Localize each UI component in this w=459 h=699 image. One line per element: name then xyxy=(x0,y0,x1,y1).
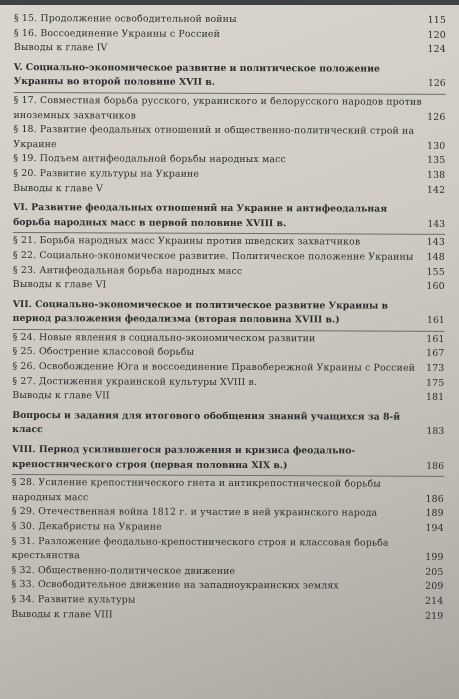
toc-entry-title: § 15. Продолжение освободительной войны xyxy=(13,12,237,25)
toc-entry-title: § 32. Общественно-политическое движение xyxy=(11,564,236,577)
toc-page-number: 138 xyxy=(426,169,446,181)
toc-page-number: 199 xyxy=(425,551,444,564)
toc-entry xyxy=(14,94,446,125)
toc-entry xyxy=(13,182,445,198)
toc-page-number: 126 xyxy=(427,111,446,123)
toc-entry-title: Выводы к главе V xyxy=(13,182,104,194)
toc-entry-title: § 25. Обострение классовой борьбы xyxy=(12,346,195,359)
toc-entry xyxy=(13,278,445,294)
toc-entry xyxy=(12,535,444,566)
toc-entry-title: Вопросы и задания для итогового обобщения знаний учащихся за 8-й класс xyxy=(12,409,401,436)
toc-chapter-heading xyxy=(13,298,445,329)
toc-page-number: 167 xyxy=(426,348,445,360)
toc-page-number: 214 xyxy=(425,595,444,607)
toc-page-number: 161 xyxy=(426,315,445,327)
toc-entry-title: § 33. Освободительное движение на западноукраинских землях xyxy=(11,579,339,592)
toc-page-number: 143 xyxy=(426,237,446,249)
toc-entry-title: VIII. Период усилившегося разложения и кризиса феодально-крепостнического строя (первая половина XIX в.) xyxy=(12,444,356,471)
toc-page-number: 181 xyxy=(425,392,445,404)
toc-entry-title: § 30. Декабристы на Украине xyxy=(11,520,162,533)
toc-entry-title: V. Социально-экономическое развитие и политическое положение Украины во второй половине XVII в. xyxy=(13,61,380,89)
toc-entry-title: § 16. Воссоединение Украины с Россией xyxy=(13,27,221,40)
toc-page-number: 160 xyxy=(426,280,445,292)
toc-entry-title: § 27. Достижения украинской культуры XVIII в. xyxy=(12,375,258,388)
toc-entry-title: § 24. Новые явления в социально-экономическом развитии xyxy=(12,331,316,345)
toc-entry-title: § 26. Освобождение Юга и воссоединение Правобережной Украины с Россией xyxy=(12,361,416,374)
toc-entry-title: § 29. Отечественная война 1812 г. и участие в ней украинского народа xyxy=(11,506,378,519)
toc-entry-title: § 21. Борьба народных масс Украины против шведских захватчиков xyxy=(12,235,361,248)
toc-review-heading xyxy=(12,409,444,440)
toc-entry-title: § 17. Совместная борьба русского, украинского и белорусского народов против иноземных захватчиков xyxy=(13,94,422,122)
toc-entry-title: § 19. Подъем антифеодальной борьбы народных масс xyxy=(13,153,286,166)
toc-chapter-heading xyxy=(14,61,446,92)
toc-page-number: 126 xyxy=(427,78,446,90)
toc-entry-title: § 20. Развитие культуры на Украине xyxy=(13,167,200,180)
toc-entry-title: VII. Социально-экономическое и политическое развитие Украины в период разложения феодализма (вторая половина XVIII в.) xyxy=(12,298,389,326)
toc-page-number: 189 xyxy=(425,508,444,520)
toc-entry-title: Выводы к главе VI xyxy=(12,279,107,291)
table-of-contents xyxy=(11,12,446,624)
toc-entry-title: § 23. Антифеодальная борьба народных масс xyxy=(12,264,243,277)
toc-page-number: 115 xyxy=(427,14,446,26)
toc-page-number: 183 xyxy=(426,426,445,438)
toc-entry xyxy=(12,476,444,507)
toc-page-number: 173 xyxy=(426,362,445,374)
toc-page-number: 120 xyxy=(427,29,446,41)
toc-entry-title: § 18. Развитие феодальных отношений и общественно-политический строй на Украине xyxy=(13,124,415,150)
toc-entry-title: § 34. Развитие культуры xyxy=(11,593,136,606)
toc-entry-title: § 28. Усиление крепостнического гнета и антикрепостнической борьбы народных масс xyxy=(11,477,381,504)
toc-entry xyxy=(12,389,444,405)
toc-page-number: 148 xyxy=(426,251,445,263)
toc-entry-title: § 22. Социально-экономическое развитие. Политическое положение Украины xyxy=(12,249,414,263)
toc-page-number: 186 xyxy=(425,493,444,505)
toc-page-number: 124 xyxy=(427,43,446,56)
toc-entry-title: § 31. Разложение феодально-крепостнического строя и классовая борьба крестьянства xyxy=(11,535,389,562)
toc-page-number: 186 xyxy=(426,460,445,472)
toc-page-number: 194 xyxy=(425,522,444,534)
toc-entry-title: Выводы к главе VII xyxy=(12,390,110,402)
toc-chapter-heading xyxy=(12,443,444,474)
previous-page-edge xyxy=(0,0,459,5)
toc-entry-title: Выводы к главе IV xyxy=(13,42,108,54)
toc-page-number: 209 xyxy=(425,581,444,593)
toc-page-number: 130 xyxy=(427,140,446,152)
toc-page-number: 143 xyxy=(427,218,446,230)
toc-page-number: 175 xyxy=(426,377,445,389)
toc-page-number: 219 xyxy=(424,610,444,622)
toc-page-number: 135 xyxy=(426,155,446,167)
toc-page-number: 205 xyxy=(425,566,444,578)
toc-entry-title: Выводы к главе VIII xyxy=(11,608,113,620)
toc-page-number: 161 xyxy=(426,333,445,345)
toc-page-number: 155 xyxy=(426,266,445,278)
toc-entry xyxy=(13,123,445,154)
toc-entry xyxy=(11,608,443,624)
toc-chapter-heading xyxy=(13,201,445,232)
toc-entry-title: VI. Развитие феодальных отношений на Украине и антифеодальная борьба народных масс в первой половине XVIII в. xyxy=(13,202,388,229)
toc-page-number: 142 xyxy=(426,184,446,196)
toc-entry xyxy=(14,41,446,57)
